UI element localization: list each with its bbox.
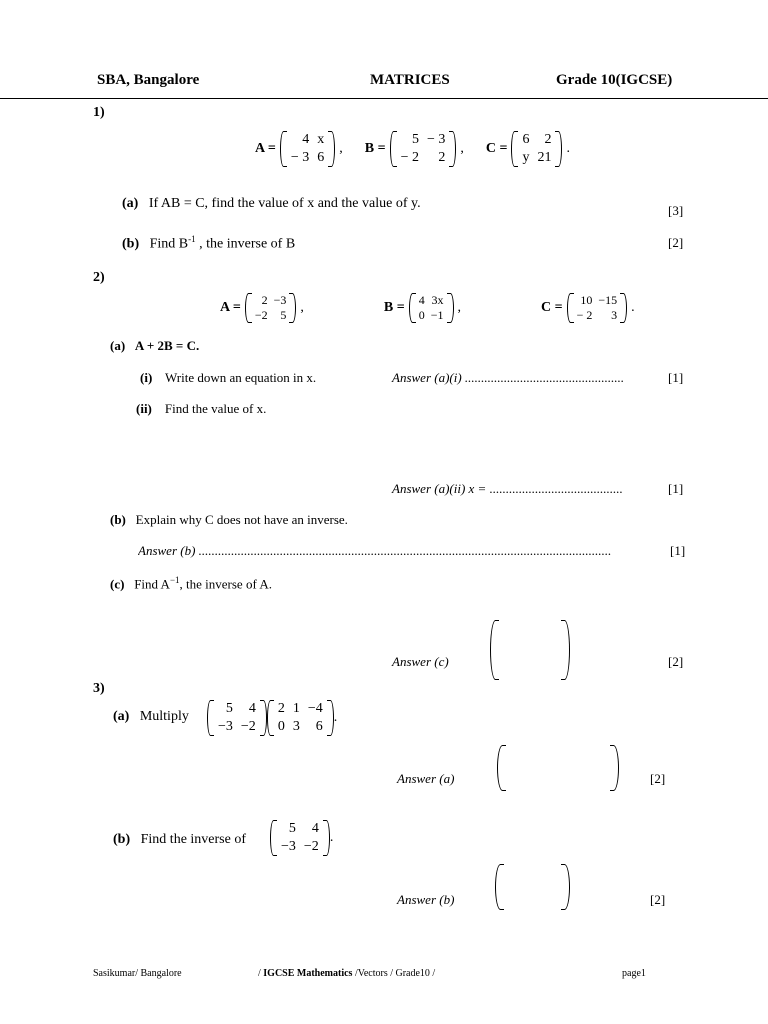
footer-author: Sasikumar/ Bangalore (93, 968, 182, 979)
matrix-label: B = (364, 141, 386, 156)
q2-c (110, 575, 272, 592)
matrix-cell: 5 (280, 308, 287, 322)
q2-c-answer: Answer (c) (392, 654, 449, 669)
matrix-cell: 6 (317, 150, 325, 165)
matrix (245, 293, 297, 323)
matrix (511, 131, 562, 167)
q2-number: 2) (93, 270, 105, 285)
q3-b-matrices (270, 820, 333, 856)
matrix-cell: 5 (411, 132, 419, 147)
q2-b-answer[interactable]: Answer (b) ............................................................................................................................... (138, 543, 612, 558)
matrix-suffix: , (457, 300, 461, 315)
q3-a-answer: Answer (a) (397, 771, 455, 786)
q1-b-label: (b) (122, 236, 140, 252)
header-grade: Grade 10(IGCSE) (556, 72, 673, 88)
matrix-cell: 6 (522, 132, 530, 147)
q3-number: 3) (93, 681, 105, 696)
matrix-label: B = (383, 300, 405, 315)
matrix-cell: 4 (248, 701, 256, 716)
matrix-label: A = (255, 141, 276, 156)
q2-c-label: (c) (110, 576, 125, 592)
matrix-group (365, 131, 464, 167)
right-paren (289, 293, 296, 323)
right-paren (328, 131, 335, 167)
matrix-cell: 10 (580, 293, 593, 307)
q3-a (113, 709, 189, 725)
right-paren (620, 293, 627, 323)
matrix-cell: 21 (537, 150, 552, 165)
right-paren (449, 131, 456, 167)
q2-c-text-post: , the inverse of A. (179, 576, 272, 592)
q2-c-sup: −1 (169, 575, 180, 585)
q2-a-label: (a) (110, 338, 126, 353)
matrix-right (267, 700, 334, 736)
matrix-group (486, 131, 570, 167)
q3-a-matrices (207, 700, 337, 736)
footer-center (258, 968, 435, 979)
left-paren (567, 293, 574, 323)
q1-b-marks: [2] (668, 235, 684, 250)
header-rule (0, 98, 768, 99)
matrix (409, 293, 454, 323)
matrix-cell: −3 (218, 719, 233, 734)
matrix-cell: 2 (544, 132, 552, 147)
matrix-cell: −2 (303, 839, 319, 854)
q2-c-text: Find A (134, 576, 170, 592)
q1-b (122, 234, 295, 253)
matrix-cell: −3 (281, 839, 296, 854)
matrix-cell: 4 (302, 132, 310, 147)
matrix-suffix: , (460, 141, 464, 156)
q2-a-text: A + 2B = C. (134, 338, 200, 353)
q3-b-answer: Answer (b) (397, 892, 455, 907)
matrix-cell: −2 (254, 308, 268, 322)
q1-a-marks: [3] (668, 203, 684, 218)
matrix-suffix: , (300, 300, 304, 315)
matrix-cell: 2 (277, 701, 285, 716)
matrix-cell: 2 (261, 293, 268, 307)
matrix-cell: −15 (598, 293, 618, 307)
q1-number: 1) (93, 105, 105, 120)
matrix-cell: 3x (431, 293, 444, 307)
matrix-suffix: . (329, 830, 334, 845)
q2-b-label: (b) (110, 512, 126, 527)
footer-page: page1 (622, 968, 646, 979)
matrix-cell: 6 (315, 719, 323, 734)
left-paren (207, 700, 214, 736)
matrix-cell: 3 (292, 719, 300, 734)
q1-a-label: (a) (122, 196, 139, 211)
left-paren (409, 293, 416, 323)
matrix-suffix: . (631, 300, 635, 315)
matrix-cell: −1 (430, 308, 444, 322)
matrix-cell: − 2 (576, 308, 593, 322)
right-paren (555, 131, 562, 167)
matrix-cell: − 3 (290, 150, 310, 165)
matrix-cell: − 3 (426, 132, 446, 147)
q2-c-marks: [2] (668, 654, 684, 669)
right-paren (323, 820, 330, 856)
q1-b-text-post: , the inverse of B (195, 236, 296, 252)
left-paren (280, 131, 287, 167)
matrix (390, 131, 457, 167)
matrix-cell: −4 (307, 701, 323, 716)
matrix-group (384, 293, 461, 323)
q3-a-label: (a) (113, 709, 130, 724)
footer-subject: IGCSE Mathematics (263, 968, 353, 979)
q2-ai-answer[interactable]: Answer (a)(i) ................................................. (392, 370, 625, 385)
q3-b-marks: [2] (650, 892, 666, 907)
q2-ai-label: (i) (140, 370, 153, 385)
matrix-cell: −3 (273, 293, 287, 307)
right-paren (260, 700, 267, 736)
matrix-suffix: . (566, 141, 570, 156)
matrix-label: C = (485, 141, 508, 156)
q3-b-label: (b) (113, 832, 131, 847)
matrix (567, 293, 628, 323)
right-paren (327, 700, 334, 736)
q2-a (110, 338, 199, 354)
q2-b (110, 512, 348, 528)
matrix-cell: 5 (225, 701, 233, 716)
matrix-suffix: , (339, 141, 343, 156)
q2-c-answer-paren-left[interactable] (490, 620, 499, 680)
q2-ai (140, 370, 316, 386)
q3-a-answer-paren-right[interactable] (610, 745, 619, 791)
matrix-cell: 5 (288, 821, 296, 836)
q2-c-answer-paren-right[interactable] (561, 620, 570, 680)
matrix-group (220, 293, 304, 323)
matrix-cell: − 2 (400, 150, 419, 165)
left-paren (511, 131, 518, 167)
q3-b-answer-paren-left[interactable] (495, 864, 504, 910)
q2-matrices (220, 293, 635, 323)
left-paren (390, 131, 397, 167)
q1-a-text: If AB = C, find the value of x and the value of y. (148, 196, 421, 211)
q3-b (113, 832, 246, 848)
q3-a-text: Multiply (139, 709, 189, 724)
q2-aii-text: Find the value of x. (164, 401, 267, 416)
matrix-cell: 0 (277, 719, 285, 734)
matrix-cell: y (522, 150, 530, 165)
q3-a-marks: [2] (650, 771, 666, 786)
q2-ai-text: Write down an equation in x. (165, 370, 317, 385)
q3-a-answer-paren-left[interactable] (497, 745, 506, 791)
matrix-group (541, 293, 635, 323)
matrix-group (255, 131, 343, 167)
q2-ai-marks: [1] (668, 370, 684, 385)
matrix-cell: 3 (611, 308, 618, 322)
right-paren (447, 293, 454, 323)
left-paren (270, 820, 277, 856)
q2-aii-label: (ii) (136, 401, 152, 416)
matrix (270, 820, 330, 856)
matrix-left (207, 700, 267, 736)
matrix-cell: −2 (240, 719, 256, 734)
q3-b-answer-paren-right[interactable] (561, 864, 570, 910)
matrix-cell: 4 (311, 821, 319, 836)
matrix-cell: 4 (418, 293, 425, 307)
matrix-label: C = (541, 300, 563, 315)
matrix-cell: 1 (292, 701, 300, 716)
header-title: MATRICES (370, 72, 450, 88)
q1-b-text: Find B (149, 236, 189, 252)
q2-aii (136, 401, 266, 417)
footer-center-pre: / (258, 968, 264, 979)
matrix-suffix: . (333, 710, 338, 725)
matrix-label: A = (220, 300, 241, 315)
header-school: SBA, Bangalore (97, 72, 200, 88)
matrix (280, 131, 335, 167)
q1-a (122, 196, 421, 212)
q1-matrices (255, 131, 570, 167)
q1-b-sup: -1 (188, 234, 196, 244)
q2-aii-marks: [1] (668, 481, 684, 496)
footer-center-post: /Vectors / Grade10 / (352, 968, 436, 979)
matrix-cell: 2 (438, 150, 446, 165)
matrix-cell: x (317, 132, 325, 147)
q2-b-marks: [1] (670, 543, 686, 558)
q2-aii-answer[interactable]: Answer (a)(ii) x = ......................................... (392, 481, 623, 496)
left-paren (267, 700, 274, 736)
left-paren (245, 293, 252, 323)
q2-b-text: Explain why C does not have an inverse. (135, 512, 348, 527)
q3-b-text: Find the inverse of (140, 832, 246, 847)
matrix-cell: 0 (418, 308, 425, 322)
